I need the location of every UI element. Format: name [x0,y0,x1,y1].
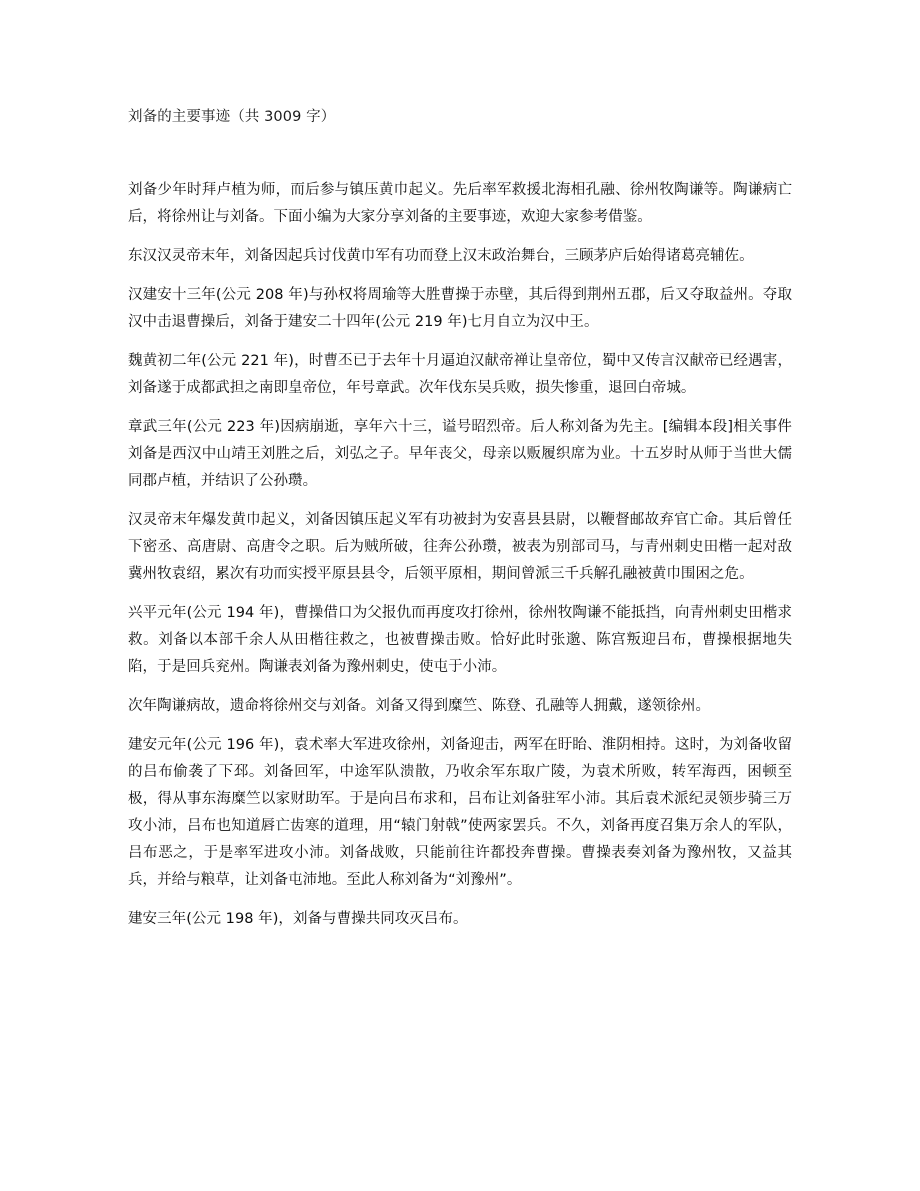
paragraph: 魏黄初二年(公元 221 年)，时曹丕已于去年十月逼迫汉献帝禅让皇帝位，蜀中又传言汉献帝已经遇害，刘备遂于成都武担之南即皇帝位，年号章武。次年伐东吴兵败，损失惨重，退回白帝城。 [128,353,792,396]
paragraph: 汉建安十三年(公元 208 年)与孙权将周瑜等大胜曹操于赤壁，其后得到荆州五郡，后又夺取益州。夺取汉中击退曹操后，刘备于建安二十四年(公元 219 年)七月自立为汉中王。 [128,287,792,330]
document-body [128,104,792,933]
paragraph: 次年陶谦病故，遗命将徐州交与刘备。刘备又得到糜竺、陈登、孔融等人拥戴，遂领徐州。 [128,698,710,714]
paragraph: 建安三年(公元 198 年)，刘备与曹操共同攻灭吕布。 [128,911,468,927]
paragraph-list [128,177,792,933]
paragraph: 兴平元年(公元 194 年)，曹操借口为父报仇而再度攻打徐州，徐州牧陶谦不能抵挡，向青州刺史田楷求救。刘备以本部千余人从田楷往救之，也被曹操击败。恰好此时张邈、陈宫叛迎吕布，曹操根据地失陷，于是回兵兖州。陶谦表刘备为豫州刺史，使屯于小沛。 [128,605,792,675]
paragraph: 建安元年(公元 196 年)，袁术率大军进攻徐州，刘备迎击，两军在盱眙、淮阴相持。这时，为刘备收留的吕布偷袭了下邳。刘备回军，中途军队溃散，乃收余军东取广陵，为袁术所败，转军海西，困顿至极，得从事东海糜竺以家财助军。于是向吕布求和，吕布让刘备驻军小沛。其后袁术派纪灵领步骑三万攻小沛，吕布也知道唇亡齿寒的道理，用“辕门射戟”使两家罢兵。不久，刘备再度召集万余人的军队，吕布恶之，于是率军进攻小沛。刘备战败，只能前往许都投奔曹操。曹操表奏刘备为豫州牧，又益其兵，并给与粮草，让刘备屯沛地。至此人称刘备为“刘豫州”。 [128,737,792,888]
paragraph: 刘备少年时拜卢植为师，而后参与镇压黄巾起义。先后率军救援北海相孔融、徐州牧陶谦等。陶谦病亡后，将徐州让与刘备。下面小编为大家分享刘备的主要事迹，欢迎大家参考借鉴。 [128,182,792,225]
paragraph: 东汉汉灵帝末年，刘备因起兵讨伐黄巾军有功而登上汉末政治舞台，三顾茅庐后始得诸葛亮辅佐。 [128,248,754,264]
paragraph: 汉灵帝末年爆发黄巾起义，刘备因镇压起义军有功被封为安喜县县尉，以鞭督邮故弃官亡命。其后曾任下密丞、高唐尉、高唐令之职。后为贼所破，往奔公孙瓒，被表为别部司马，与青州刺史田楷一起对敌冀州牧袁绍，累次有功而实授平原县县令，后领平原相，期间曾派三千兵解孔融被黄巾围困之危。 [128,512,792,582]
page-title: 刘备的主要事迹（共 3009 字） [128,109,336,125]
paragraph: 章武三年(公元 223 年)因病崩逝，享年六十三，谥号昭烈帝。后人称刘备为先主。[编辑本段]相关事件 刘备是西汉中山靖王刘胜之后，刘弘之子。早年丧父，母亲以贩履织席为业。十五岁时从师于当世大儒同郡卢植，并结识了公孙瓒。 [128,419,792,489]
